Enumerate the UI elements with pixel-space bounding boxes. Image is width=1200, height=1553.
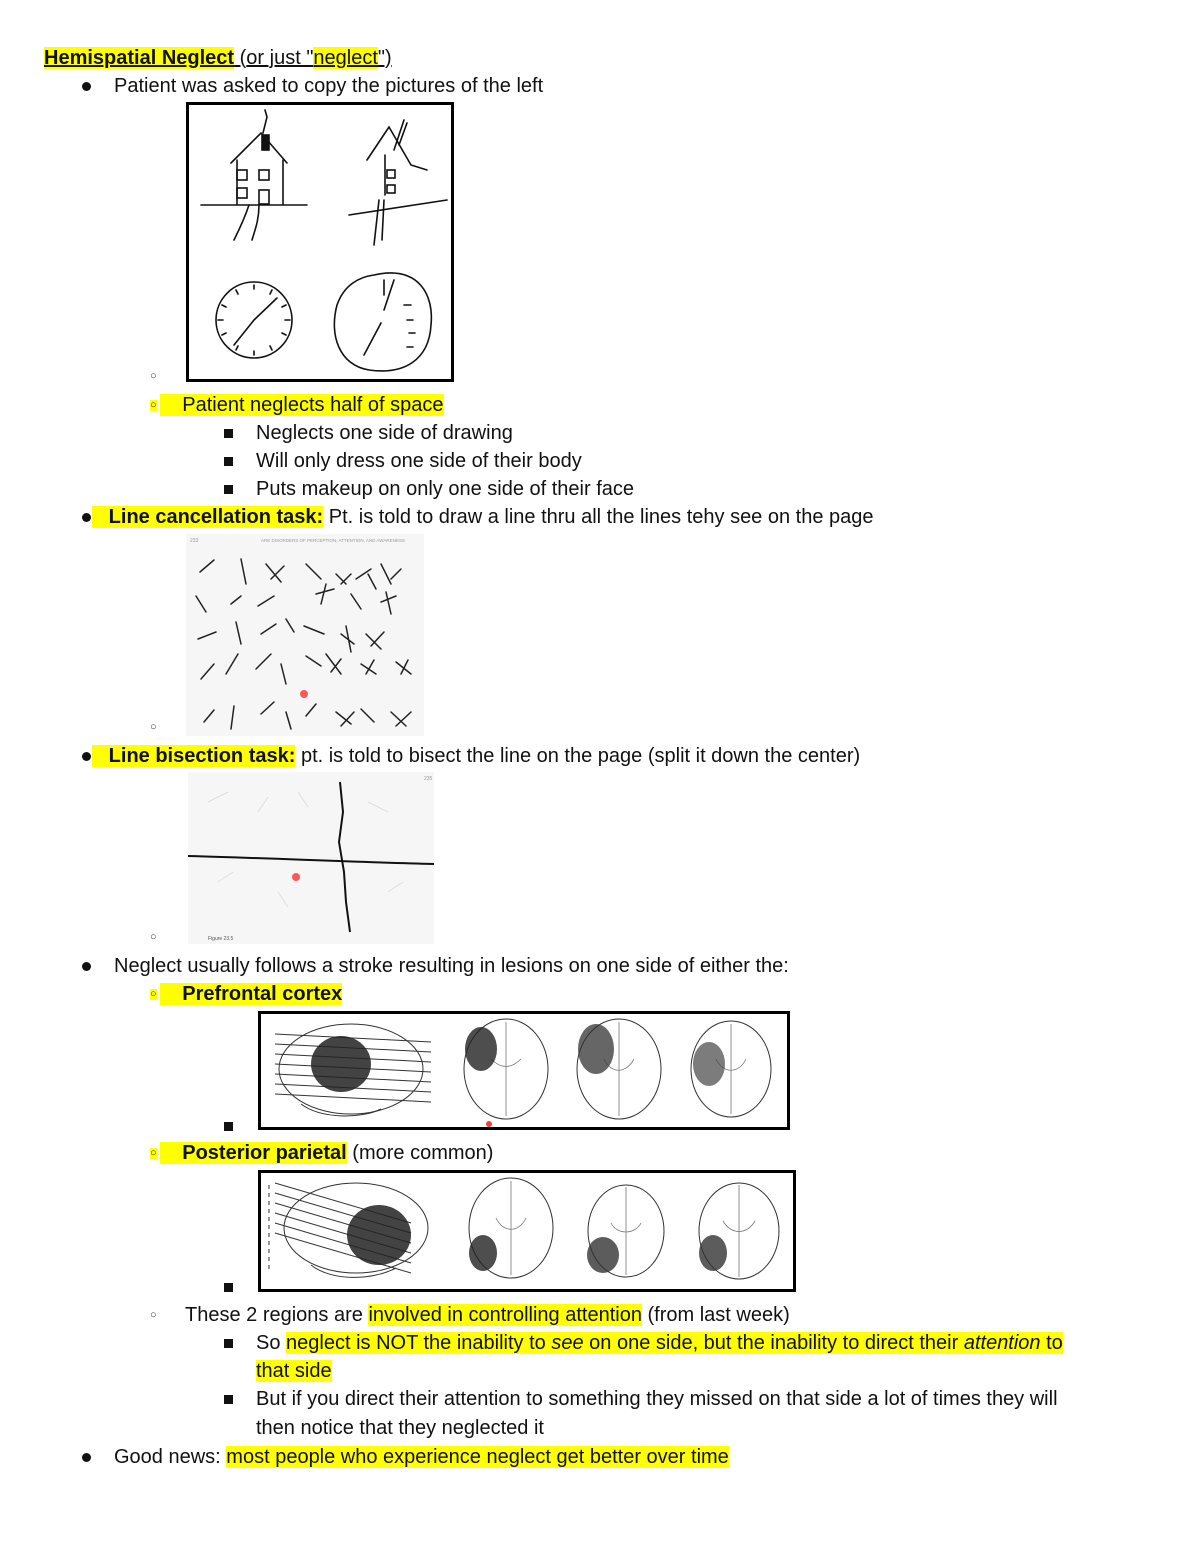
list-item: Posterior parietal (more common) xyxy=(160,1139,493,1167)
page-title: Hemispatial Neglect (or just "neglect") xyxy=(44,47,392,69)
bullet-dot xyxy=(82,962,91,971)
annotation-dot xyxy=(486,1121,492,1127)
list-item: Prefrontal cortex xyxy=(160,980,342,1008)
sub-sub-bullet-square xyxy=(224,485,233,494)
list-item: Line cancellation task: Pt. is told to draw a line thru all the lines tehy see on the page xyxy=(92,503,874,531)
list-item: These 2 regions are involved in controlling attention (from last week) xyxy=(185,1304,790,1326)
house-original xyxy=(201,133,307,205)
line-cancellation-figure xyxy=(186,534,424,736)
sub-sub-bullet-square xyxy=(224,1122,233,1131)
list-item: Line bisection task: pt. is told to bisect the line on the page (split it down the center) xyxy=(92,742,860,770)
cancel-header: ARE DISORDERS OF PERCEPTION, ATTENTION, AND AWARENESS xyxy=(261,538,405,543)
sub-bullet-circle: ○ xyxy=(150,1147,157,1159)
bullet-dot xyxy=(82,752,91,761)
sub-bullet-circle: ○ xyxy=(150,370,157,382)
figure-caption: Figure 23.5 xyxy=(208,936,234,942)
clock-copy xyxy=(334,273,431,371)
posterior-parietal-lesion-figure xyxy=(258,1170,796,1292)
list-item: Neglect usually follows a stroke resulting in lesions on one side of either the: xyxy=(114,955,789,977)
sub-sub-bullet-square xyxy=(224,1339,233,1348)
title-main: Hemispatial Neglect xyxy=(44,47,235,69)
annotation-dot xyxy=(300,690,308,698)
sub-sub-bullet-square xyxy=(224,1395,233,1404)
list-item: Good news: most people who experience neglect get better over time xyxy=(114,1446,729,1468)
sub-sub-bullet-square xyxy=(224,429,233,438)
sub-sub-bullet-square xyxy=(224,1283,233,1292)
copy-drawing-figure xyxy=(186,102,454,382)
list-item: Patient was asked to copy the pictures of the left xyxy=(114,75,544,97)
prefrontal-lesion-figure xyxy=(258,1011,790,1130)
list-item: But if you direct their attention to something they missed on that side a lot of times they will xyxy=(256,1388,1058,1410)
annotation-dot xyxy=(292,873,300,881)
sub-bullet-circle: ○ xyxy=(150,399,157,411)
list-item-continuation: then notice that they neglected it xyxy=(256,1417,544,1439)
line-bisection-figure xyxy=(188,772,434,944)
list-item-continuation: that side xyxy=(256,1360,332,1382)
list-item: So neglect is NOT the inability to see on one side, but the inability to direct their attention to xyxy=(256,1332,1063,1354)
title-neglect-word: neglect xyxy=(313,47,378,69)
sub-bullet-circle: ○ xyxy=(150,721,157,733)
bullet-dot xyxy=(82,1453,91,1462)
sub-sub-bullet-square xyxy=(224,457,233,466)
sub-bullet-circle: ○ xyxy=(150,988,157,1000)
list-item: Puts makeup on only one side of their face xyxy=(256,478,635,500)
bullet-dot xyxy=(82,513,91,522)
sub-bullet-circle: ○ xyxy=(150,931,157,943)
bisect-page-number: 235 xyxy=(424,776,433,782)
bullet-dot xyxy=(82,82,91,91)
list-item: Patient neglects half of space xyxy=(160,391,444,419)
sub-bullet-circle: ○ xyxy=(150,1309,157,1321)
cancel-page-number: 233 xyxy=(190,538,199,544)
list-item: Neglects one side of drawing xyxy=(256,422,513,444)
list-item: Will only dress one side of their body xyxy=(256,450,582,472)
